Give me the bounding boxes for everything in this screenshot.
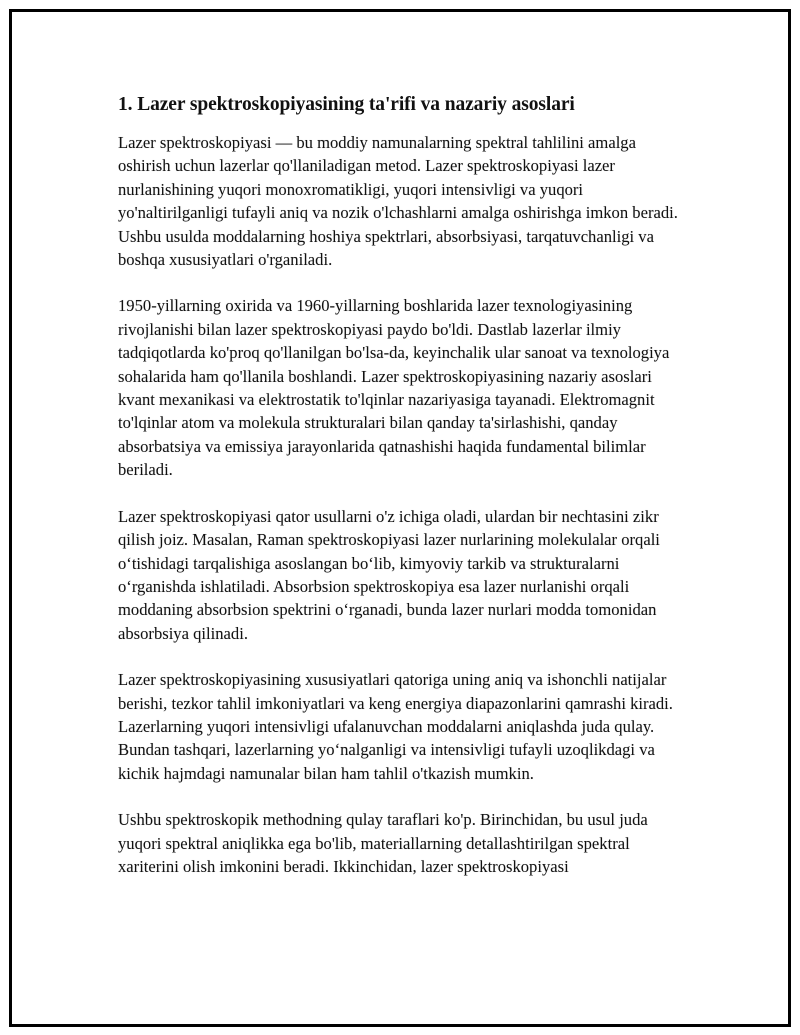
paragraph-history: 1950-yillarning oxirida va 1960-yillarning boshlarida lazer texnologiyasining rivojlanishi bilan lazer spektroskopiyasi paydo bo'ldi. Dastlab lazerlar ilmiy tadqiqotlarda ko'proq qo'llanilgan bo'lsa-da, keyinchalik ular sanoat va texnologiya sohalarida ham qo'llanila boshlandi. Lazer spektroskopiyasining nazariy asoslari kvant mexanikasi va elektrostatik to'lqinlar nazariyasiga tayanadi. Elektromagnit to'lqinlar atom va molekula strukturalari bilan qanday ta'sirlashishi, qanday absorbatsiya va emissiya jarayonlarida qatnashishi haqida fundamental bilimlar beriladi. xyxy=(118,296,670,480)
section-heading: 1. Lazer spektroskopiyasining ta'rifi va nazariy asoslari xyxy=(118,94,575,115)
paragraph-advantages: Ushbu spektroskopik methodning qulay taraflari ko'p. Birinchidan, bu usul juda yuqori spektral aniqlikka ega bo'lib, materiallarning detallashtirilgan spektral xariterini olish imkonini beradi. Ikkinchidan, lazer spektroskopiyasi xyxy=(118,810,648,876)
document-body xyxy=(118,92,690,901)
paragraph-definition: Lazer spektroskopiyasi — bu moddiy namunalarning spektral tahlilini amalga oshirish uchun lazerlar qo'llaniladigan metod. Lazer spektroskopiyasi lazer nurlanishining yuqori monoxromatikligi, yuqori intensivligi va yuqori yo'naltirilganligi tufayli aniq va nozik o'lchashlarni amalga oshirishga imkon beradi. Ushbu usulda moddalarning hoshiya spektrlari, absorbsiyasi, tarqatuvchanligi va boshqa xususiyatlari o'rganiladi. xyxy=(118,133,678,270)
paragraph-methods: Lazer spektroskopiyasi qator usullarni o'z ichiga oladi, ulardan bir nechtasini zikr qilish joiz. Masalan, Raman spektroskopiyasi lazer nurlarining molekulalar orqali o‘tishidagi tarqalishiga asoslangan bo‘lib, kimyoviy tarkib va strukturalarni o‘rganishda ishlatiladi. Absorbsion spektroskopiya esa lazer nurlanishi orqali moddaning absorbsion spektrini o‘rganadi, bunda lazer nurlari modda tomonidan absorbsiya qilinadi. xyxy=(118,506,660,643)
paragraph-features: Lazer spektroskopiyasining xususiyatlari qatoriga uning aniq va ishonchli natijalar berishi, tezkor tahlil imkoniyatlari va keng energiya diapazonlarini qamrashi kiradi. Lazerlarning yuqori intensivligi ufalanuvchan moddalarni aniqlashda juda qulay. Bundan tashqari, lazerlarning yo‘nalganligi va intensivligi tufayli uzoqlikdagi va kichik hajmdagi namunalar bilan ham tahlil o'tkazish mumkin. xyxy=(118,670,673,783)
